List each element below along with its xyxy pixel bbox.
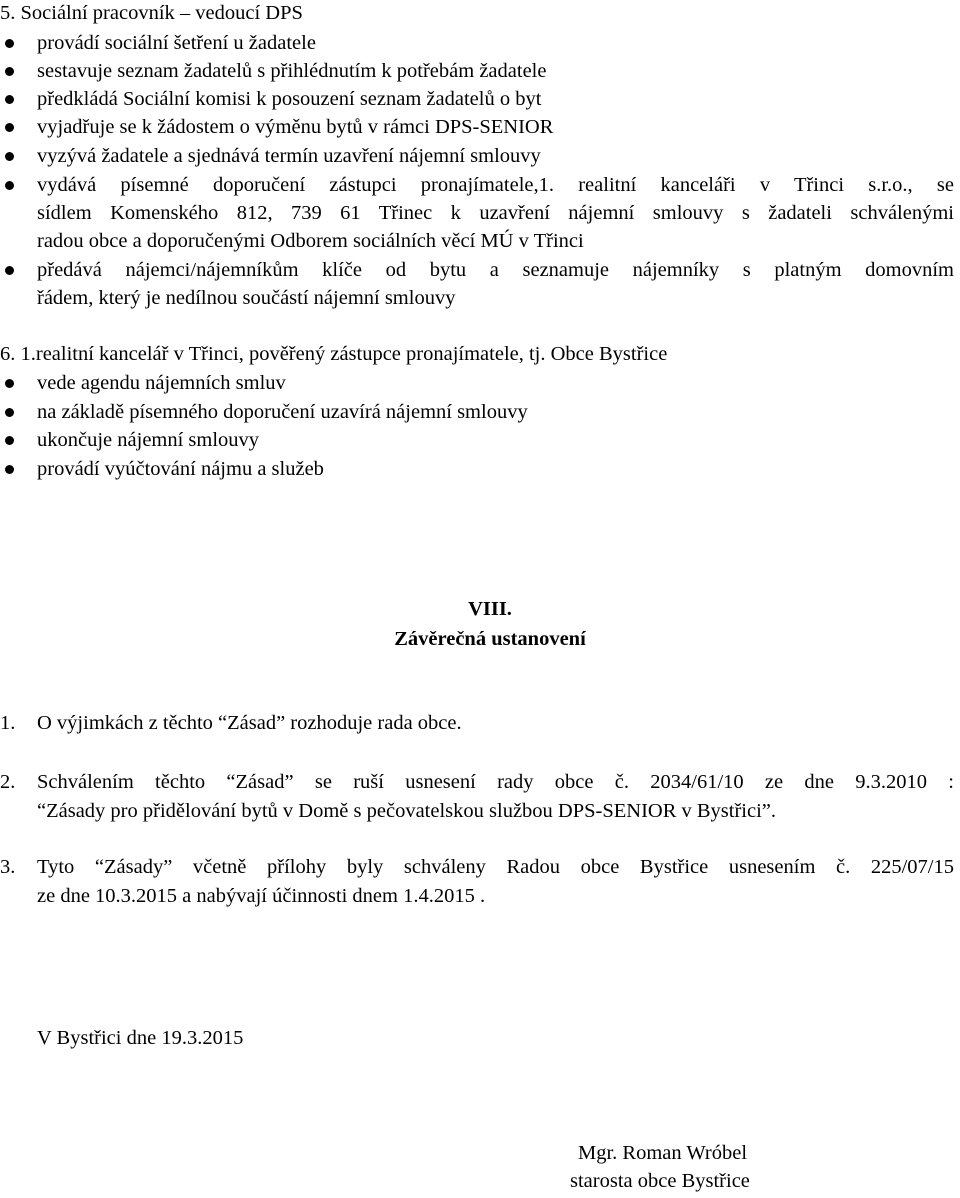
bullet-icon: [5, 152, 14, 161]
list-item-text: vede agendu nájemních smluv: [37, 372, 286, 394]
provision-text-cont: “Zásady pro přidělování bytů v Domě s pečovatelskou službou DPS-SENIOR v Bystřici”.: [37, 800, 777, 822]
list-item-text-cont: sídlem Komenského 812, 739 61 Třinec k uzavření nájemní smlouvy s žadateli schválenými: [37, 202, 954, 224]
place-date: V Bystřici dne 19.3.2015: [37, 1027, 244, 1049]
list-item-text: předává nájemci/nájemníkům klíče od bytu a seznamuje nájemníky s platným domovním: [37, 259, 954, 281]
bullet-icon: [5, 181, 14, 190]
chapter-number: VIII.: [468, 598, 512, 620]
provision-number: 3.: [0, 856, 16, 878]
list-item-text: ukončuje nájemní smlouvy: [37, 429, 260, 451]
list-item: [0, 256, 960, 284]
bullet-icon: [5, 67, 14, 76]
provision-text: O výjimkách z těchto “Zásad” rozhoduje rada obce.: [37, 712, 462, 734]
bullet-icon: [5, 266, 14, 275]
list-item-text: předkládá Sociální komisi k posouzení seznam žadatelů o byt: [37, 88, 542, 110]
list-item: [0, 455, 960, 483]
list-item-text-cont: řádem, který je nedílnou součástí nájemní smlouvy: [37, 287, 456, 309]
list-item: [0, 398, 960, 426]
bullet-icon: [5, 379, 14, 388]
bullet-icon: [5, 465, 14, 474]
provision-text: Tyto “Zásady” včetně přílohy byly schváleny Radou obce Bystřice usnesením č. 225/07/15: [37, 856, 954, 878]
bullet-icon: [5, 408, 14, 417]
list-item: [0, 426, 960, 454]
signature-name: Mgr. Roman Wróbel: [578, 1142, 748, 1164]
list-item: [0, 57, 960, 85]
list-item: [0, 142, 960, 170]
list-item-text: na základě písemného doporučení uzavírá nájemní smlouvy: [37, 401, 528, 423]
list-item-text: provádí sociální šetření u žadatele: [37, 32, 316, 54]
provision-text-cont: ze dne 10.3.2015 a nabývají účinnosti dnem 1.4.2015 .: [37, 885, 486, 907]
provision-number: 1.: [0, 712, 16, 734]
bullet-icon: [5, 95, 14, 104]
bullet-icon: [5, 436, 14, 445]
provision-number: 2.: [0, 771, 16, 793]
list-item-text: vyzývá žadatele a sjednává termín uzavření nájemní smlouvy: [37, 145, 541, 167]
list-item: [0, 171, 960, 199]
list-item: [0, 85, 960, 113]
list-item-text: provádí vyúčtování nájmu a služeb: [37, 458, 324, 480]
list-item: [0, 369, 960, 397]
list-item-text-cont: radou obce a doporučenými Odborem sociálních věcí MÚ v Třinci: [37, 230, 584, 252]
bullet-icon: [5, 39, 14, 48]
provision-text: Schválením těchto “Zásad” se ruší usnesení rady obce č. 2034/61/10 ze dne 9.3.2010 :: [37, 771, 954, 793]
section-5-heading: 5. Sociální pracovník – vedoucí DPS: [0, 2, 303, 24]
list-item-text: vyjadřuje se k žádostem o výměnu bytů v rámci DPS-SENIOR: [37, 116, 554, 138]
list-item-text: sestavuje seznam žadatelů s přihlédnutím k potřebám žadatele: [37, 60, 547, 82]
section-6-heading: 6. 1.realitní kancelář v Třinci, pověřený zástupce pronajímatele, tj. Obce Bystřice: [0, 343, 668, 365]
list-item: [0, 29, 960, 57]
chapter-title: Závěrečná ustanovení: [394, 628, 586, 650]
list-item: [0, 113, 960, 141]
list-item-text: vydává písemné doporučení zástupci pronajímatele,1. realitní kanceláři v Třinci s.r.o., se: [37, 174, 954, 196]
signature-role: starosta obce Bystřice: [570, 1170, 750, 1192]
bullet-icon: [5, 123, 14, 132]
